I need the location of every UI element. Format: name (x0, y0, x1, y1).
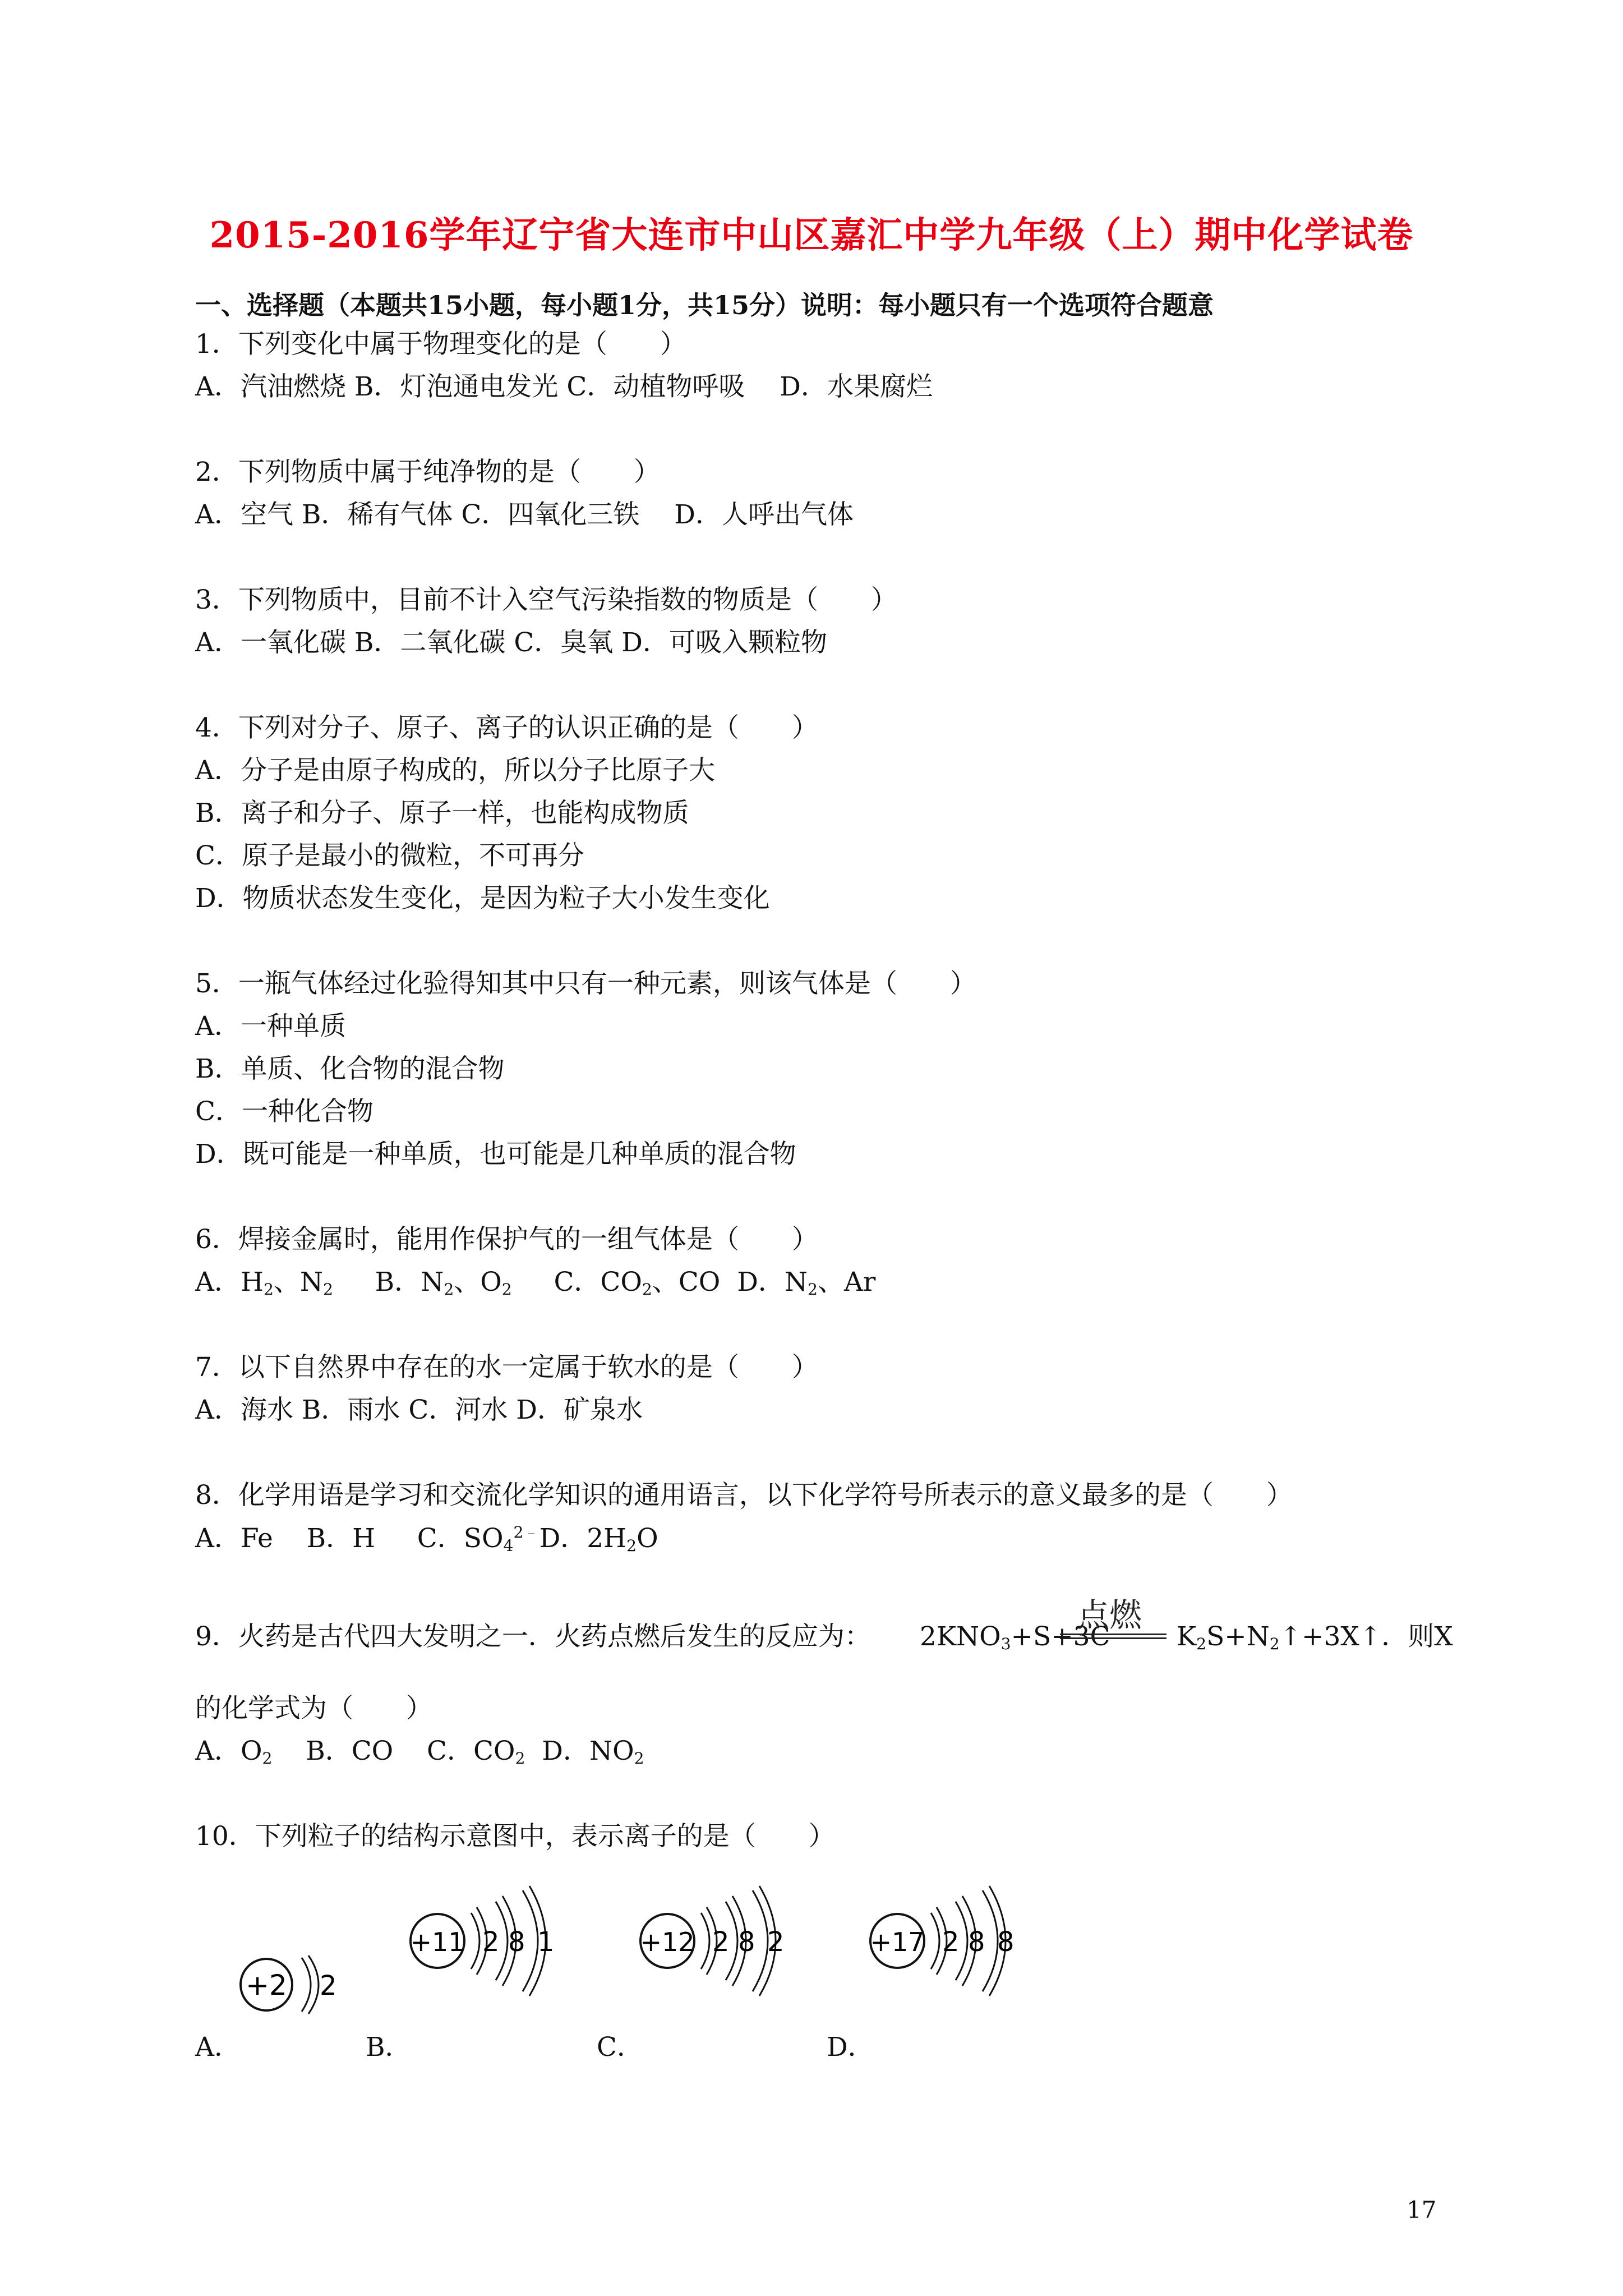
electron-count: 2 (482, 1926, 500, 1958)
q8-option-d: D．$2H_2O$ (539, 1522, 658, 1555)
q8-option-a: A．Fe (195, 1522, 273, 1554)
nucleus-charge: +11 (410, 1927, 465, 1957)
q6-stem: 6．焊接金属时，能用作保护气的一组气体是（ ） (195, 1224, 818, 1255)
q5-option-d: D．既可能是一种单质，也可能是几种单质的混合物 (195, 1139, 796, 1170)
q2-options: A．空气 B．稀有气体 C．四氧化三铁 D．人呼出气体 (195, 499, 854, 530)
electron-shell-arc (931, 1913, 939, 1969)
q4-option-a: A．分子是由原子构成的，所以分子比原子大 (195, 755, 715, 786)
nucleus-charge: +2 (246, 1969, 287, 2001)
q5-stem: 5．一瓶气体经过化验得知其中只有一种元素，则该气体是（ ） (195, 968, 976, 999)
q3-options: A．一氧化碳 B．二氧化碳 C．臭氧 D．可吸入颗粒物 (195, 627, 827, 658)
atom-diagram-a (236, 1941, 348, 2025)
q2-stem: 2．下列物质中属于纯净物的是（ ） (195, 457, 660, 487)
q5-option-a: A．一种单质 (195, 1011, 346, 1042)
q9-reactants: $2KNO_3+S+3C$ (920, 1621, 1110, 1654)
q7-stem: 7．以下自然界中存在的水一定属于软水的是（ ） (195, 1352, 818, 1383)
q8-option-c: C．$SO_4^{2﹣}$ (417, 1522, 540, 1555)
nucleus-charge: +12 (640, 1927, 695, 1957)
q6-option-a: A．$H_2$、$N_2$ (195, 1267, 333, 1299)
section-header: 一、选择题（本题共15小题，每小题1分，共15分）说明：每小题只有一个选项符合题意 (195, 290, 1214, 320)
q7-options: A．海水 B．雨水 C．河水 D．矿泉水 (195, 1395, 643, 1425)
q9-reaction-condition: 点燃 (1077, 1596, 1142, 1634)
q9-option-b: B．CO (306, 1736, 394, 1766)
q9-stem-start: 9．火药是古代四大发明之一．火药点燃后发生的反应为： (195, 1621, 871, 1652)
electron-shell-arc (471, 1913, 479, 1969)
nucleus-charge: +17 (870, 1927, 925, 1957)
electron-count: 2 (767, 1926, 785, 1958)
electron-count: 8 (738, 1926, 755, 1958)
electron-count: 2 (712, 1926, 730, 1958)
electron-count: 2 (942, 1926, 960, 1958)
q6-option-c: C．$CO_2$、CO (554, 1267, 721, 1299)
q1-stem: 1．下列变化中属于物理变化的是（ ） (195, 329, 686, 360)
q10-label-a: A． (195, 2032, 241, 2063)
q10-stem: 10．下列粒子的结构示意图中，表示离子的是（ ） (195, 1821, 835, 1852)
q10-label-b: B． (366, 2032, 412, 2063)
q4-option-c: C．原子是最小的微粒，不可再分 (195, 840, 584, 871)
q8-option-b: B．H (306, 1522, 376, 1554)
q10-label-c: C． (597, 2032, 643, 2063)
q5-option-c: C．一种化合物 (195, 1096, 374, 1127)
q6-option-b: B．$N_2$、$O_2$ (375, 1267, 512, 1299)
atom-diagram-d (852, 1885, 1032, 2019)
electron-count: 2 (320, 1970, 337, 2001)
q9-option-a: A．$O_2$ (195, 1736, 273, 1768)
q6-options (195, 1269, 875, 1297)
q8-stem: 8．化学用语是学习和交流化学知识的通用语言，以下化学符号所表示的意义最多的是（ ） (195, 1480, 1293, 1511)
q9-equals-sign (1060, 1634, 1166, 1639)
electron-count: 1 (537, 1926, 555, 1958)
q9-options (195, 1738, 644, 1766)
electron-shell-arc (302, 1958, 311, 2012)
atom-diagram-c (623, 1885, 802, 2019)
q4-stem: 4．下列对分子、原子、离子的认识正确的是（ ） (195, 712, 818, 743)
atom-diagram-b (393, 1885, 572, 2019)
exam-title: 2015-2016学年辽宁省大连市中山区嘉汇中学九年级（上）期中化学试卷 (209, 214, 1414, 256)
q5-option-b: B．单质、化合物的混合物 (195, 1053, 505, 1084)
q8-options (195, 1522, 658, 1555)
q3-stem: 3．下列物质中，目前不计入空气污染指数的物质是（ ） (195, 585, 897, 615)
electron-shell-arc (701, 1913, 709, 1969)
page-number: 17 (1407, 2196, 1437, 2224)
q9-stem-end: 的化学式为（ ） (195, 1693, 432, 1724)
electron-count: 8 (968, 1926, 985, 1958)
q4-option-d: D．物质状态发生变化，是因为粒子大小发生变化 (195, 883, 770, 914)
electron-count: 8 (508, 1926, 525, 1958)
q10-label-d: D． (827, 2032, 874, 2063)
q9-option-d: D．$NO_2$ (542, 1736, 644, 1768)
q4-option-b: B．离子和分子、原子一样，也能构成物质 (195, 798, 689, 829)
electron-count: 8 (997, 1926, 1015, 1958)
q6-option-d: D．$N_2$、Ar (737, 1267, 876, 1299)
q9-option-c: C．$CO_2$ (427, 1736, 525, 1768)
q1-options: A．汽油燃烧 B．灯泡通电发光 C．动植物呼吸 D．水果腐烂 (195, 371, 933, 402)
q9-products: $K_2S+N_2↑+3X↑$．则X (1177, 1621, 1453, 1654)
